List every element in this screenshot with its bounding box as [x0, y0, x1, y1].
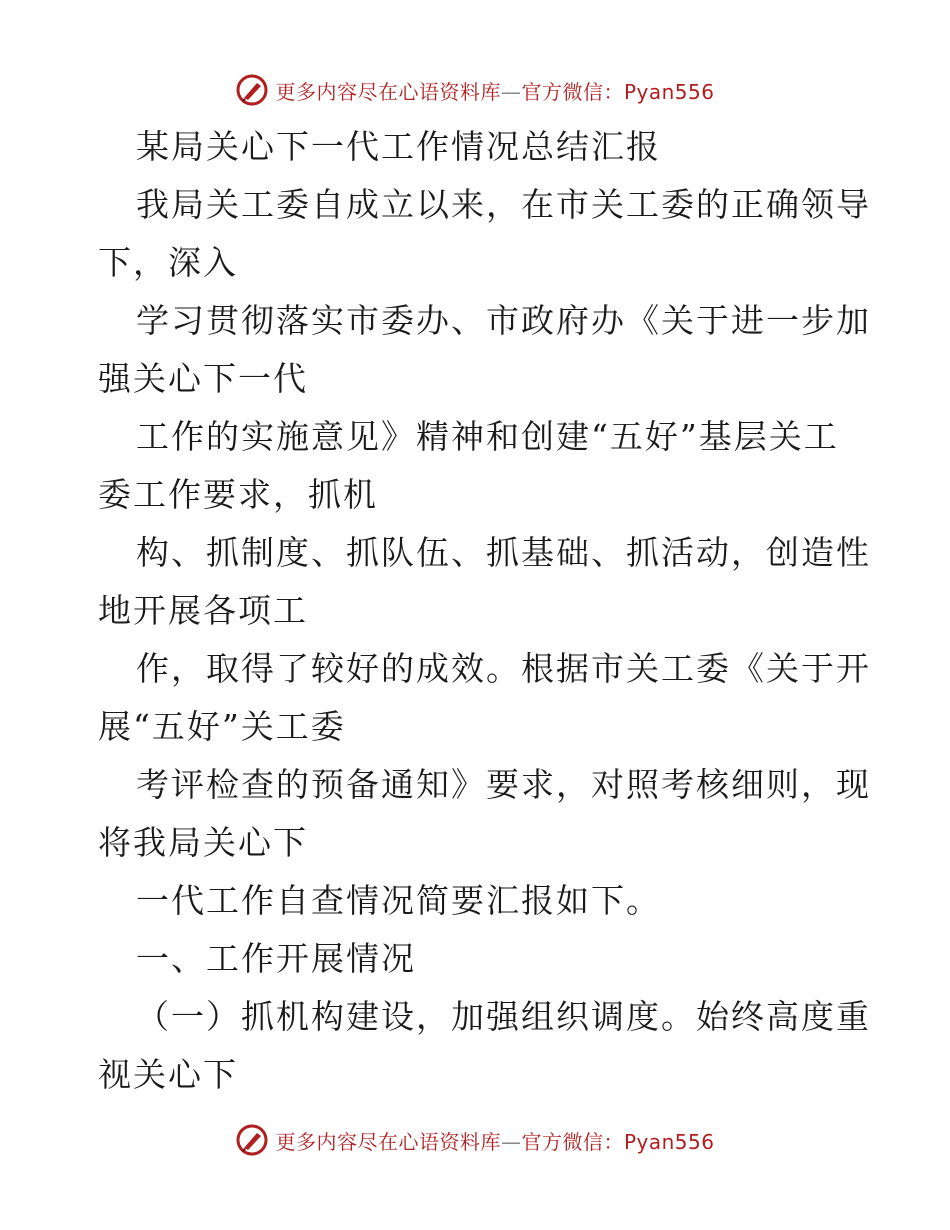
text-line: 委工作要求，抓机	[98, 475, 378, 514]
subsection-heading: （一）抓机构建设，加强组织调度。始终高度重	[136, 997, 871, 1036]
text-line: 展“五好”关工委	[98, 707, 346, 746]
section-heading: 一、工作开展情况	[136, 939, 416, 978]
text-line: 工作的实施意见》精神和创建“五好”基层关工	[136, 417, 839, 456]
header-banner	[0, 70, 950, 110]
text-line: 强关心下一代	[98, 359, 308, 398]
text-line: 地开展各项工	[98, 591, 308, 630]
text-line: 下，深入	[98, 243, 238, 282]
banner-text: 更多内容尽在心语资料库—官方微信：Pyan556	[275, 1129, 715, 1154]
text-line: 将我局关心下	[98, 823, 308, 862]
text-line: 我局关工委自成立以来，在市关工委的正确领导	[136, 185, 871, 224]
brand-logo-icon	[235, 73, 269, 107]
banner-text: 更多内容尽在心语资料库—官方微信：Pyan556	[275, 79, 715, 104]
text-line: 学习贯彻落实市委办、市政府办《关于进一步加	[136, 301, 871, 340]
document-body	[98, 118, 871, 1104]
text-line: 一代工作自查情况简要汇报如下。	[136, 881, 661, 920]
brand-logo-icon	[235, 1123, 269, 1157]
document-title: 某局关心下一代工作情况总结汇报	[136, 127, 661, 166]
text-line: 构、抓制度、抓队伍、抓基础、抓活动，创造性	[136, 533, 871, 572]
footer-banner	[0, 1120, 950, 1160]
text-line: 视关心下	[98, 1055, 238, 1094]
text-line: 作，取得了较好的成效。根据市关工委《关于开	[136, 649, 871, 688]
text-line: 考评检查的预备通知》要求，对照考核细则，现	[136, 765, 871, 804]
